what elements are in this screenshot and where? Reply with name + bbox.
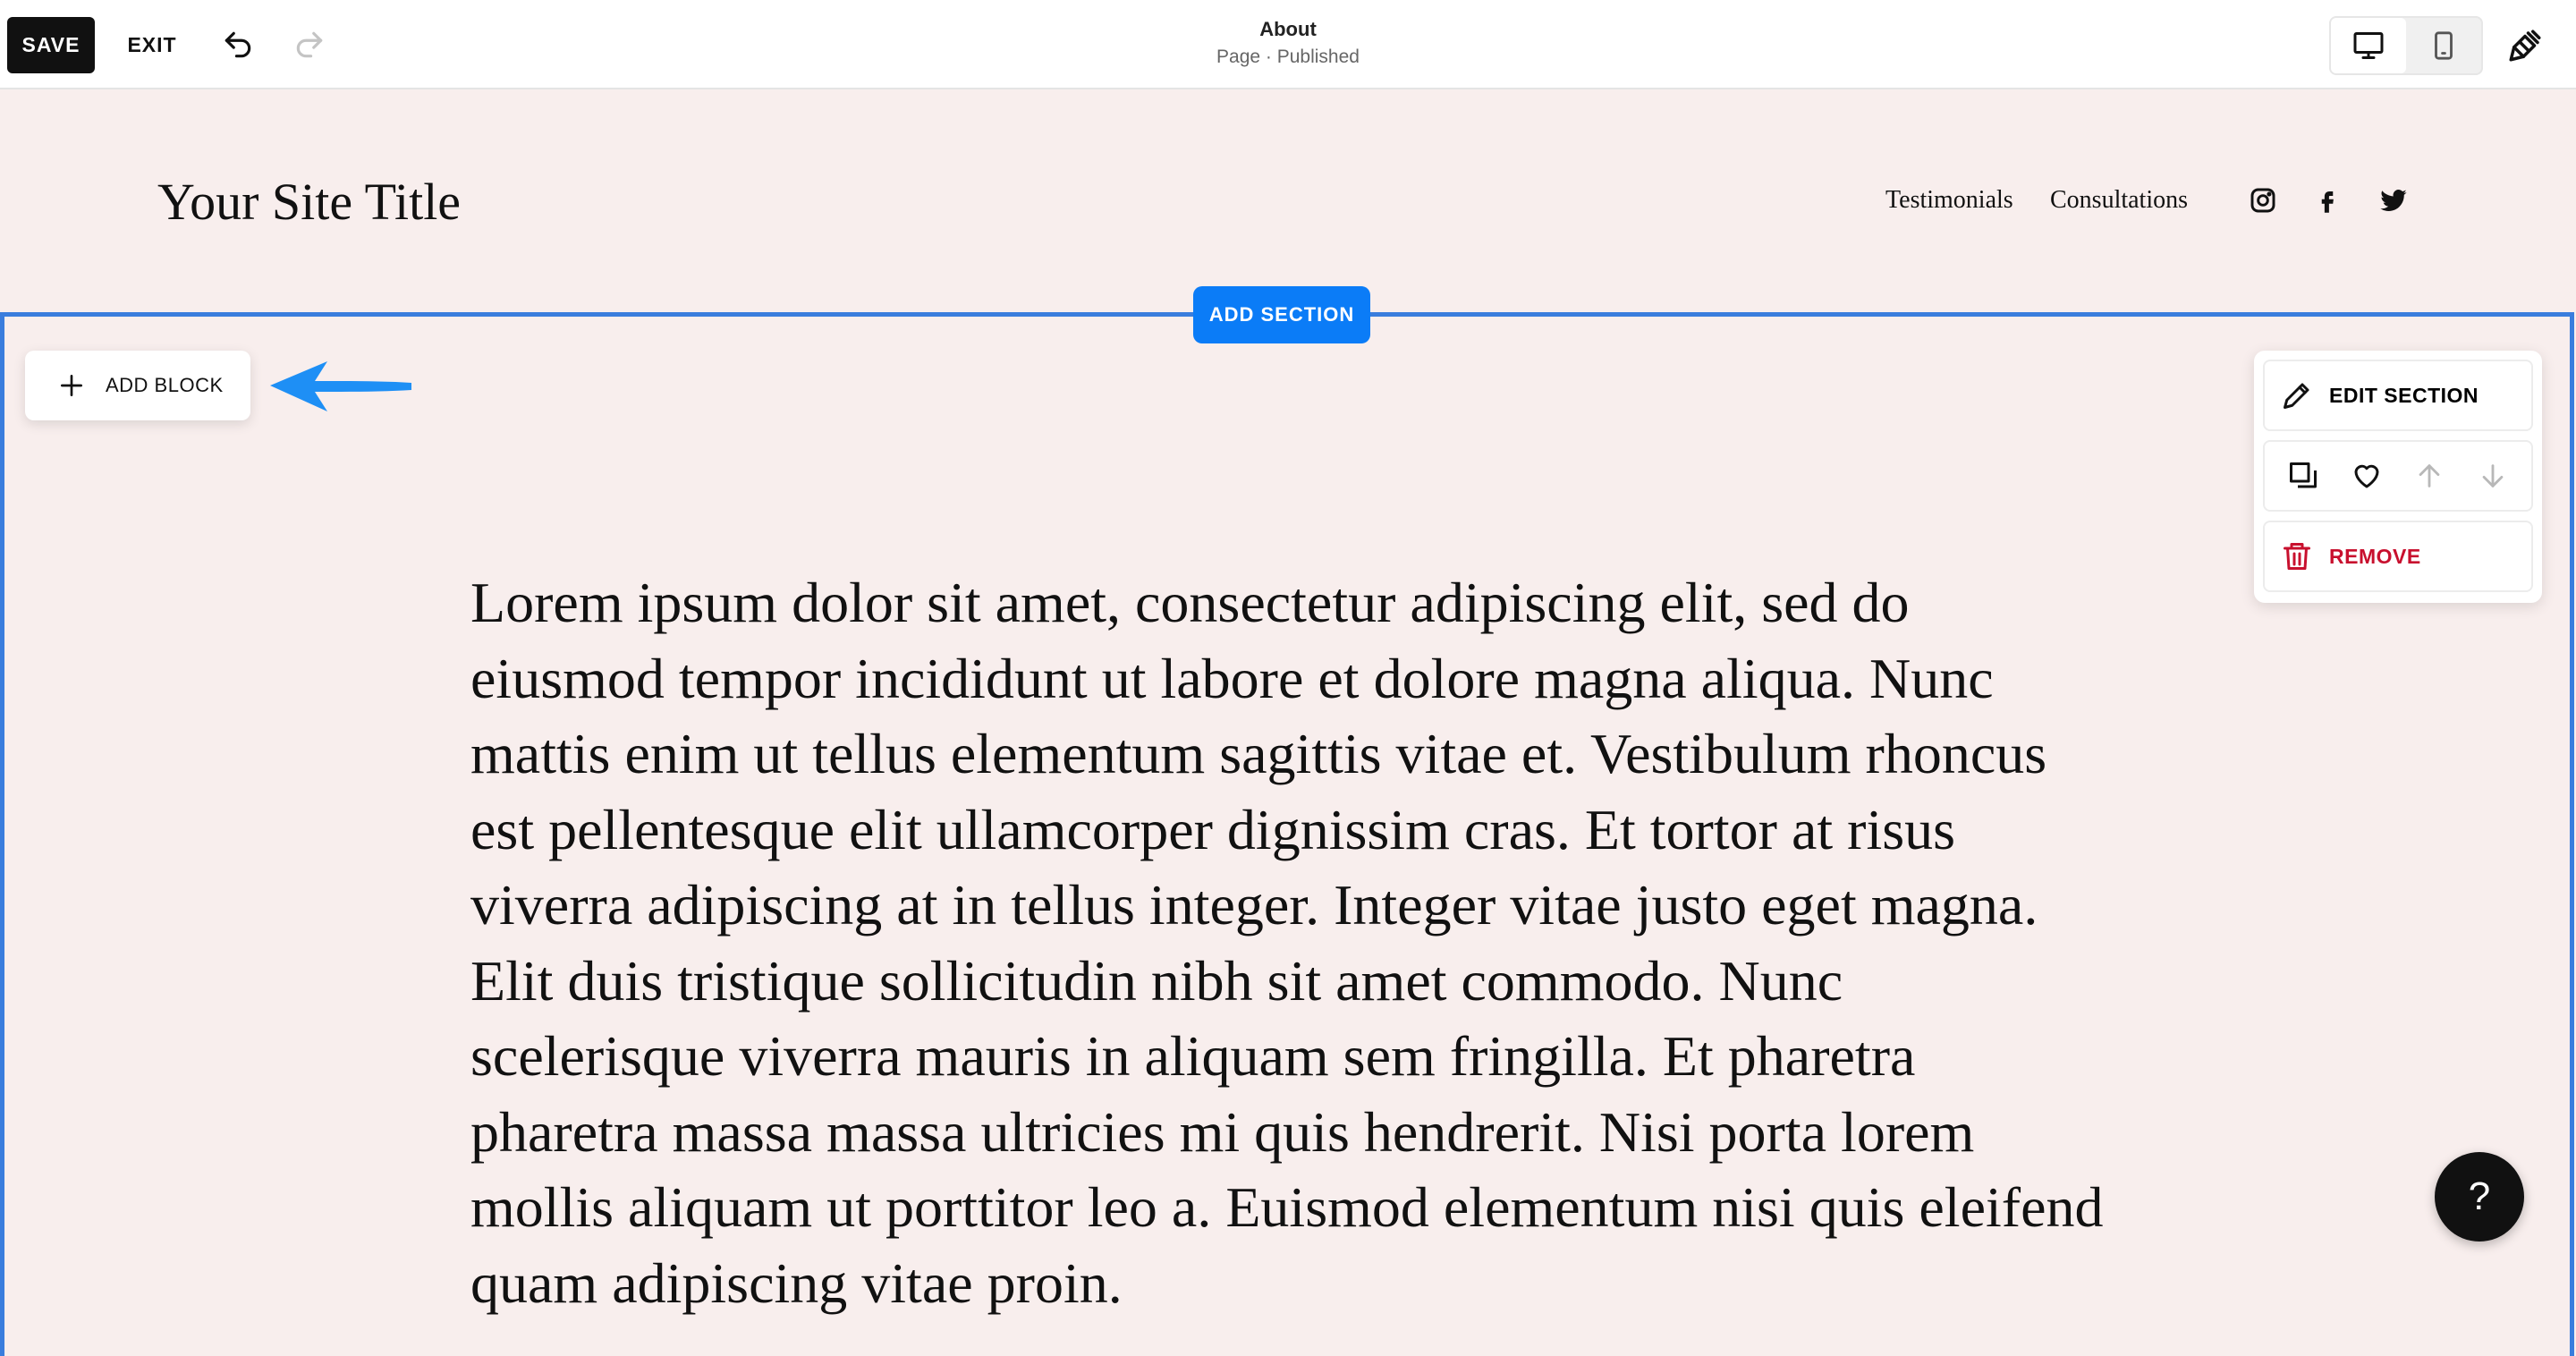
page-info[interactable]: [1109, 18, 1467, 68]
instagram-icon: [2249, 186, 2277, 215]
redo-button[interactable]: [283, 20, 336, 70]
site-styles-button[interactable]: [2496, 20, 2555, 72]
save-section-button[interactable]: [2342, 451, 2392, 501]
add-block-label: ADD BLOCK: [106, 374, 224, 396]
plus-icon: [57, 371, 86, 400]
add-block-button[interactable]: [25, 351, 250, 420]
add-section-button[interactable]: ADD SECTION: [1193, 286, 1370, 343]
desktop-view-button[interactable]: [2331, 18, 2406, 73]
nav-link-testimonials[interactable]: Testimonials: [1885, 186, 2013, 214]
move-section-up-button[interactable]: [2404, 451, 2454, 501]
arrow-down-icon: [2478, 461, 2508, 491]
page-status: Page · Published: [1216, 47, 1360, 67]
page-title: About: [1259, 18, 1317, 40]
trash-icon: [2281, 540, 2313, 572]
heart-icon: [2350, 460, 2384, 492]
remove-section-label: REMOVE: [2329, 544, 2421, 568]
pointer-arrow-icon: [268, 356, 413, 415]
arrow-up-icon: [2414, 461, 2445, 491]
undo-icon: [221, 28, 255, 62]
editor-toolbar: [0, 0, 2576, 89]
help-button[interactable]: ?: [2435, 1152, 2524, 1242]
duplicate-icon: [2287, 460, 2319, 492]
mobile-view-button[interactable]: [2406, 18, 2481, 73]
undo-button[interactable]: [211, 20, 265, 70]
instagram-link[interactable]: [2245, 182, 2281, 218]
facebook-link[interactable]: [2309, 182, 2345, 218]
twitter-link[interactable]: [2376, 182, 2411, 218]
paintbrush-icon: [2506, 27, 2544, 64]
facebook-icon: [2314, 186, 2341, 215]
twitter-icon: [2378, 186, 2409, 215]
device-toggle: [2329, 16, 2483, 75]
desktop-icon: [2352, 30, 2385, 62]
text-block[interactable]: Lorem ipsum dolor sit amet, consectetur adipiscing elit, sed do eiusmod tempor incididunt ut labore et dolore magna aliqua. Nunc mattis enim ut tellus elementum sagittis vitae et. Vestibulum rhoncus est pellentesque elit ullamcorper dignissim cras. Et tortor at risus viverra adipiscing at in tellus integer. Integer vitae justo eget magna. Elit duis tristique sollicitudin nibh sit amet commodo. Nunc scelerisque viverra mauris in aliquam sem fringilla. Et pharetra pharetra massa massa ultricies mi quis hendrerit. Nisi porta lorem mollis aliquam ut porttitor leo a. Euismod elementum nisi quis eleifend quam adipiscing vitae proin.: [470, 571, 2104, 1315]
site-title[interactable]: Your Site Title: [157, 173, 462, 231]
section-toolbar: [2254, 351, 2542, 603]
pencil-icon: [2281, 379, 2313, 411]
exit-button[interactable]: EXIT: [127, 33, 177, 56]
remove-section-button[interactable]: [2263, 521, 2533, 592]
nav-link-consultations[interactable]: Consultations: [2050, 186, 2189, 214]
save-button[interactable]: SAVE: [7, 17, 95, 73]
edit-section-button[interactable]: [2263, 360, 2533, 431]
redo-icon: [292, 28, 326, 62]
move-section-down-button[interactable]: [2468, 451, 2518, 501]
section-actions-row: [2263, 440, 2533, 512]
edit-section-label: EDIT SECTION: [2329, 383, 2479, 407]
duplicate-section-button[interactable]: [2278, 451, 2328, 501]
mobile-icon: [2428, 29, 2459, 63]
